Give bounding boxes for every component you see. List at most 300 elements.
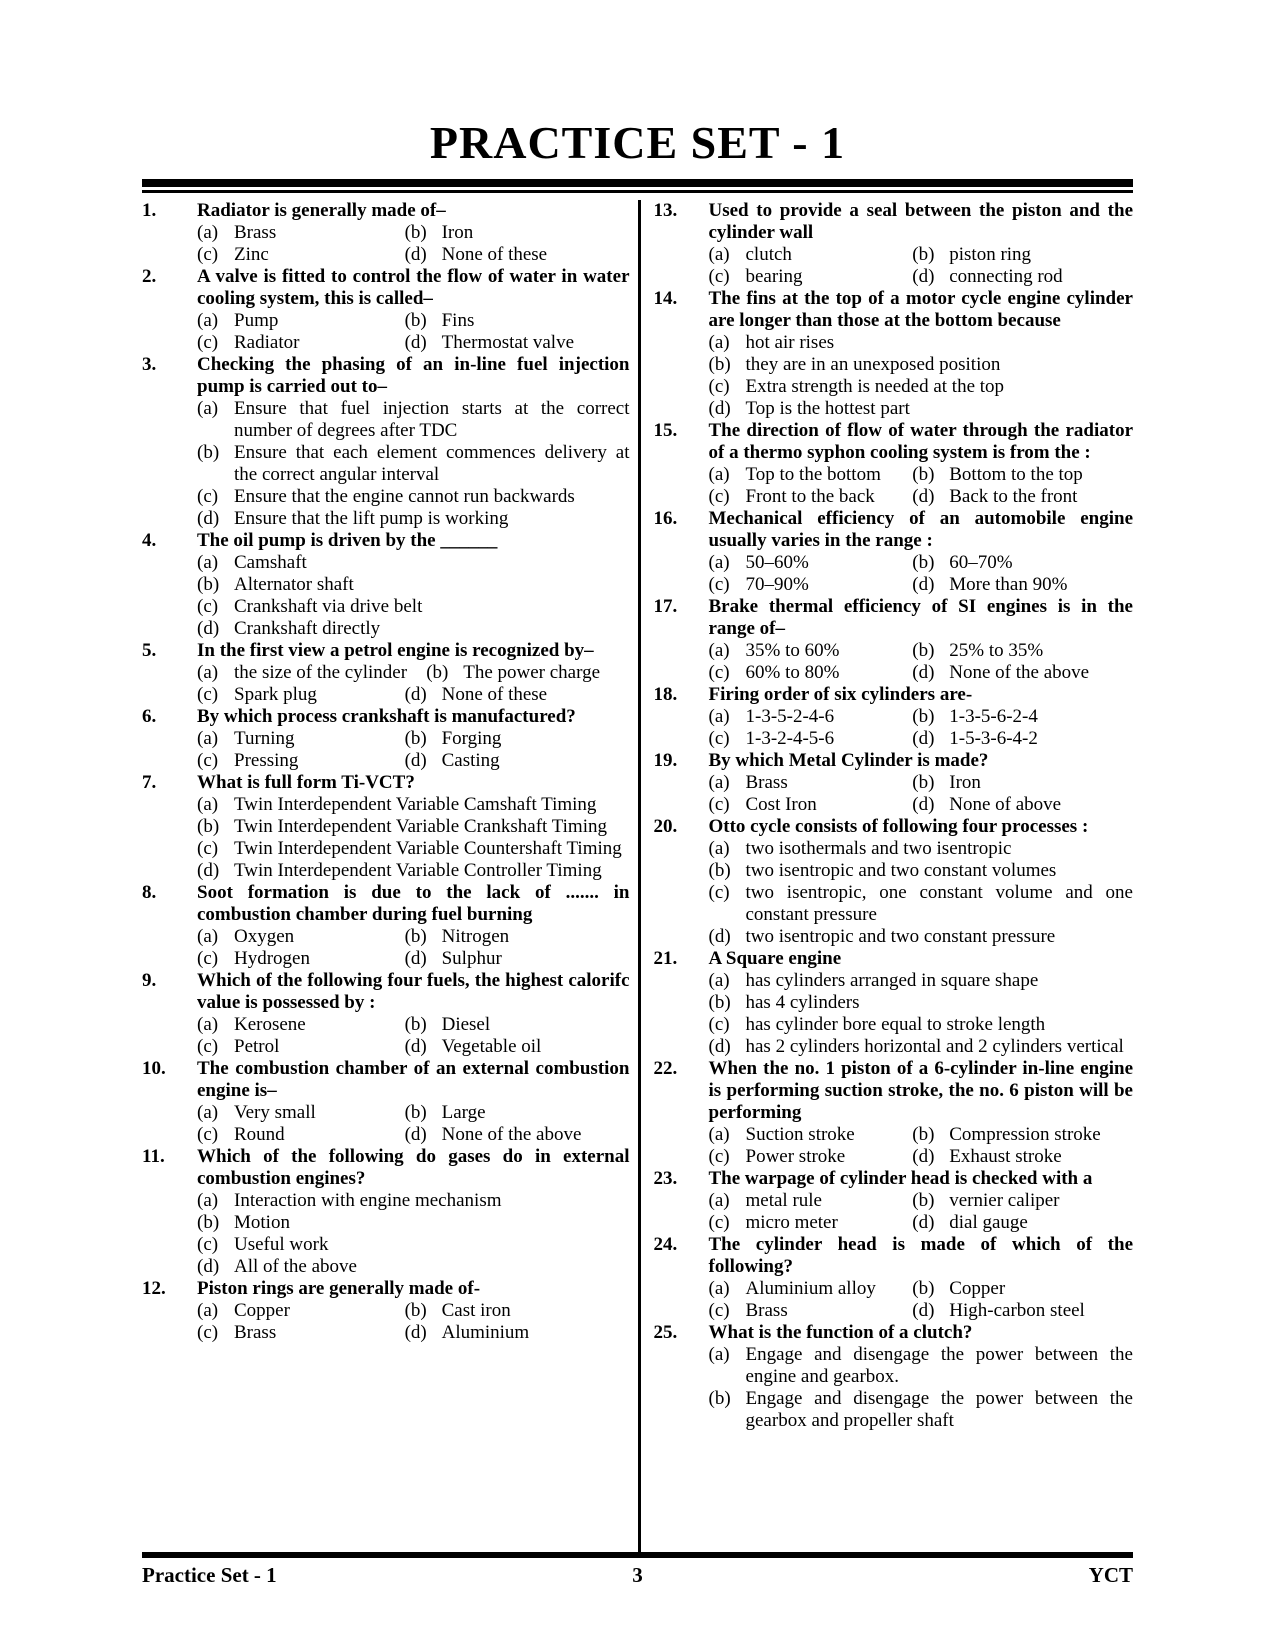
option	[709, 1212, 913, 1234]
option	[709, 1300, 913, 1322]
option-text: Sulphur	[441, 947, 502, 969]
option	[197, 1102, 405, 1124]
question-text: Soot formation is due to the lack of ....... in combustion chamber during fuel burning	[197, 881, 630, 925]
option	[405, 1036, 630, 1058]
option-label: (d)	[404, 947, 427, 969]
option-text: High-carbon steel	[949, 1299, 1085, 1321]
option-label: (d)	[197, 617, 220, 639]
question-body	[197, 1058, 630, 1146]
question-body	[197, 1146, 630, 1278]
option-label: (a)	[708, 463, 730, 485]
option-row	[197, 552, 630, 574]
question	[654, 596, 1134, 684]
option-text: Turning	[234, 727, 295, 749]
option	[197, 1300, 405, 1322]
option-label: (c)	[708, 793, 730, 815]
question	[142, 354, 630, 530]
option-label: (b)	[912, 639, 935, 661]
option-text: Useful work	[234, 1233, 329, 1255]
option-label: (d)	[404, 1123, 427, 1145]
question-body	[709, 596, 1134, 684]
option-label: (c)	[197, 683, 219, 705]
option-text: Bottom to the top	[949, 463, 1083, 485]
option-label: (d)	[197, 1255, 220, 1277]
option-label: (c)	[708, 485, 730, 507]
option-row	[709, 244, 1134, 266]
question-body	[709, 816, 1134, 948]
question-text: The direction of flow of water through the radiator of a thermo syphon cooling system is from the :	[708, 419, 1133, 463]
question-body	[197, 200, 630, 266]
option	[709, 860, 1134, 882]
option	[912, 640, 1133, 662]
question-number: 4.	[142, 529, 157, 551]
option-row	[709, 1124, 1134, 1146]
option-row	[197, 508, 630, 530]
option-text: Ensure that each element commences delivery at the correct angular interval	[234, 441, 630, 485]
question	[654, 1168, 1134, 1234]
question-body	[709, 420, 1134, 508]
question-text: Which of the following do gases do in external combustion engines?	[197, 1145, 630, 1189]
option-row	[197, 728, 630, 750]
option-row	[709, 354, 1134, 376]
question-number: 14.	[653, 287, 678, 309]
question-body	[709, 1322, 1134, 1432]
option-label: (d)	[912, 661, 935, 683]
option-label: (d)	[404, 1035, 427, 1057]
question	[654, 200, 1134, 288]
option-label: (b)	[912, 243, 935, 265]
page-title: PRACTICE SET - 1	[429, 117, 846, 168]
option	[709, 794, 913, 816]
option-label: (a)	[708, 1189, 730, 1211]
option-row	[197, 662, 630, 684]
option-row	[197, 1212, 630, 1234]
option	[197, 442, 630, 486]
option-text: micro meter	[745, 1211, 838, 1233]
option-label: (a)	[197, 309, 219, 331]
option-label: (d)	[197, 507, 220, 529]
option-row	[197, 1036, 630, 1058]
question-text: Firing order of six cylinders are-	[708, 683, 973, 705]
option	[709, 838, 1134, 860]
option-label: (c)	[708, 1299, 730, 1321]
option-label: (b)	[912, 551, 935, 573]
option-label: (a)	[197, 793, 219, 815]
option-row	[197, 442, 630, 486]
option-text: Engage and disengage the power between the gearbox and propeller shaft	[745, 1387, 1133, 1431]
option-label: (c)	[197, 947, 219, 969]
option	[197, 860, 630, 882]
option-label: (c)	[197, 1123, 219, 1145]
option-text: piston ring	[949, 243, 1032, 265]
question-body	[709, 1058, 1134, 1168]
question	[142, 200, 630, 266]
option-label: (b)	[708, 1387, 731, 1409]
question-text: Mechanical efficiency of an automobile engine usually varies in the range :	[708, 507, 1133, 551]
option-row	[197, 838, 630, 860]
question-body	[709, 684, 1134, 750]
option-text: Brass	[745, 771, 788, 793]
option	[197, 486, 630, 508]
option	[912, 1146, 1133, 1168]
option-text: Iron	[441, 221, 474, 243]
option-row	[197, 618, 630, 640]
option-label: (b)	[708, 991, 731, 1013]
option	[405, 728, 630, 750]
option	[197, 596, 630, 618]
option	[912, 662, 1133, 684]
question-text: Which of the following four fuels, the highest calorifc value is possessed by :	[197, 969, 630, 1013]
option-text: 60% to 80%	[745, 661, 840, 683]
question-number: 24.	[653, 1233, 678, 1255]
option-row	[709, 398, 1134, 420]
option-label: (a)	[708, 705, 730, 727]
option-text: Iron	[949, 771, 981, 793]
option-text: two isothermals and two isentropic	[745, 837, 1012, 859]
question-number: 9.	[142, 969, 157, 991]
option-text: Copper	[949, 1277, 1006, 1299]
option-text: Brass	[745, 1299, 788, 1321]
option-label: (b)	[708, 353, 731, 375]
question-text: Brake thermal efficiency of SI engines is in the range of–	[708, 595, 1133, 639]
option	[197, 398, 630, 442]
question-body	[197, 354, 630, 530]
option-text: All of the above	[234, 1255, 357, 1277]
option-label: (d)	[912, 1145, 935, 1167]
option-row	[197, 1014, 630, 1036]
question	[654, 684, 1134, 750]
option	[405, 684, 630, 706]
option-text: dial gauge	[949, 1211, 1028, 1233]
option-row	[709, 1146, 1134, 1168]
question-number: 6.	[142, 705, 157, 727]
option-label: (b)	[708, 859, 731, 881]
option-row	[197, 486, 630, 508]
option	[709, 1146, 913, 1168]
option	[912, 1124, 1133, 1146]
question-number: 18.	[653, 683, 678, 705]
question-text: What is the function of a clutch?	[708, 1321, 973, 1343]
question-text: The combustion chamber of an external combustion engine is–	[197, 1057, 630, 1101]
option	[912, 728, 1133, 750]
option-row	[197, 684, 630, 706]
option-label: (b)	[404, 1101, 427, 1123]
option	[709, 332, 1134, 354]
question-number: 22.	[653, 1057, 678, 1079]
option-label: (c)	[708, 573, 730, 595]
option-text: Crankshaft directly	[234, 617, 381, 639]
footer-publisher-label: YCT	[1088, 1563, 1133, 1587]
option	[709, 552, 913, 574]
option-row	[197, 596, 630, 618]
option-label: (b)	[912, 1123, 935, 1145]
option	[197, 662, 426, 684]
option-label: (c)	[197, 331, 219, 353]
option-row	[197, 794, 630, 816]
question-number: 17.	[653, 595, 678, 617]
option-text: vernier caliper	[949, 1189, 1060, 1211]
option	[709, 398, 1134, 420]
question	[654, 1322, 1134, 1432]
option-label: (b)	[404, 309, 427, 331]
option-label: (c)	[197, 1233, 219, 1255]
option-label: (c)	[708, 1145, 730, 1167]
option-text: 1-3-5-2-4-6	[745, 705, 835, 727]
option	[709, 882, 1134, 926]
option-text: Alternator shaft	[234, 573, 354, 595]
option-label: (b)	[912, 1189, 935, 1211]
option	[197, 750, 405, 772]
option-label: (b)	[197, 573, 220, 595]
question-body	[709, 750, 1134, 816]
option-row	[197, 948, 630, 970]
option	[405, 332, 630, 354]
option-row	[709, 376, 1134, 398]
option-text: they are in an unexposed position	[745, 353, 1001, 375]
question	[142, 882, 630, 970]
option	[405, 244, 630, 266]
option-text: Pump	[234, 309, 279, 331]
question-text: The oil pump is driven by the ______	[197, 529, 498, 551]
option	[912, 794, 1133, 816]
option-text: Radiator	[234, 331, 300, 353]
question-text: Checking the phasing of an in-line fuel injection pump is carried out to–	[197, 353, 630, 397]
option	[197, 1190, 630, 1212]
option-row	[197, 1322, 630, 1344]
option	[197, 1256, 630, 1278]
option	[197, 794, 630, 816]
option	[709, 266, 913, 288]
question-number: 20.	[653, 815, 678, 837]
option-row	[709, 266, 1134, 288]
question-body	[197, 706, 630, 772]
option-label: (d)	[912, 1299, 935, 1321]
option-label: (c)	[197, 243, 219, 265]
option-row	[709, 926, 1134, 948]
question-body	[709, 508, 1134, 596]
question-number: 21.	[653, 947, 678, 969]
option	[405, 310, 630, 332]
option	[197, 838, 630, 860]
option	[197, 926, 405, 948]
option-label: (a)	[708, 243, 730, 265]
option	[197, 1234, 630, 1256]
question-body	[197, 640, 630, 706]
question	[654, 750, 1134, 816]
option	[197, 1212, 630, 1234]
option	[709, 354, 1134, 376]
question	[654, 508, 1134, 596]
question-text: The warpage of cylinder head is checked with a	[708, 1167, 1093, 1189]
option-row	[197, 574, 630, 596]
option-label: (a)	[708, 1343, 730, 1365]
question	[142, 1278, 630, 1344]
option	[912, 1300, 1133, 1322]
question	[142, 1146, 630, 1278]
option-row	[709, 882, 1134, 926]
option-row	[709, 970, 1134, 992]
question-number: 3.	[142, 353, 157, 375]
option	[405, 948, 630, 970]
option	[197, 552, 630, 574]
question-number: 7.	[142, 771, 157, 793]
option-text: Ensure that the engine cannot run backwards	[234, 485, 575, 507]
option-text: 35% to 60%	[745, 639, 840, 661]
option-row	[709, 1278, 1134, 1300]
option-row	[709, 1190, 1134, 1212]
option-label: (b)	[404, 1013, 427, 1035]
option-label: (a)	[197, 925, 219, 947]
option-text: Casting	[441, 749, 500, 771]
option-row	[197, 750, 630, 772]
question-number: 23.	[653, 1167, 678, 1189]
option-row	[709, 552, 1134, 574]
title-rule-thick	[142, 179, 1133, 187]
question-number: 12.	[142, 1277, 166, 1299]
question	[142, 530, 630, 640]
option-label: (b)	[426, 661, 449, 683]
option	[405, 1124, 630, 1146]
option-label: (c)	[708, 1211, 730, 1233]
option-text: hot air rises	[745, 331, 835, 353]
option-label: (d)	[708, 925, 731, 947]
option	[709, 1388, 1134, 1432]
option-label: (a)	[197, 397, 219, 419]
option-text: Ensure that fuel injection starts at the correct number of degrees after TDC	[234, 397, 630, 441]
option	[709, 376, 1134, 398]
option-text: bearing	[745, 265, 803, 287]
option-row	[197, 860, 630, 882]
option	[912, 244, 1133, 266]
option-row	[709, 794, 1134, 816]
option-text: Copper	[234, 1299, 290, 1321]
option-text: Spark plug	[234, 683, 317, 705]
option-label: (b)	[404, 727, 427, 749]
question	[142, 772, 630, 882]
option-text: 50–60%	[745, 551, 809, 573]
question-body	[709, 288, 1134, 420]
option-text: Brass	[234, 1321, 277, 1343]
option-text: 1-3-5-6-2-4	[949, 705, 1038, 727]
page-footer	[142, 1558, 1133, 1588]
option	[405, 1300, 630, 1322]
question-number: 15.	[653, 419, 678, 441]
option-row	[709, 728, 1134, 750]
option-row	[197, 222, 630, 244]
option	[197, 244, 405, 266]
option	[912, 1190, 1133, 1212]
option-text: Large	[441, 1101, 486, 1123]
option	[197, 332, 405, 354]
option-text: Interaction with engine mechanism	[234, 1189, 502, 1211]
option-label: (b)	[197, 441, 220, 463]
option-label: (d)	[404, 683, 427, 705]
option-text: Hydrogen	[234, 947, 310, 969]
title-rule-thin	[142, 190, 1133, 193]
question	[142, 1058, 630, 1146]
option	[709, 1014, 1134, 1036]
option	[709, 926, 1134, 948]
option-text: Ensure that the lift pump is working	[234, 507, 509, 529]
question-text: A Square engine	[708, 947, 842, 969]
question	[654, 948, 1134, 1058]
option-row	[197, 1124, 630, 1146]
option-label: (a)	[708, 331, 730, 353]
option-row	[709, 662, 1134, 684]
option-text: has cylinder bore equal to stroke length	[745, 1013, 1046, 1035]
option-row	[197, 332, 630, 354]
option-text: None of above	[949, 793, 1062, 815]
option-text: Very small	[234, 1101, 316, 1123]
option-text: Engage and disengage the power between the engine and gearbox.	[745, 1343, 1133, 1387]
option-label: (b)	[197, 1211, 220, 1233]
question-text: What is full form Ti-VCT?	[197, 771, 415, 793]
question-number: 19.	[653, 749, 678, 771]
option	[197, 1036, 405, 1058]
question-number: 16.	[653, 507, 678, 529]
option	[197, 222, 405, 244]
option-label: (a)	[197, 1299, 219, 1321]
question-number: 8.	[142, 881, 157, 903]
question-text: Piston rings are generally made of-	[197, 1277, 481, 1299]
option-label: (b)	[912, 705, 935, 727]
option-row	[197, 1256, 630, 1278]
option	[709, 662, 913, 684]
option-text: Vegetable oil	[441, 1035, 542, 1057]
option-text: Cast iron	[441, 1299, 511, 1321]
option-text: None of the above	[441, 1123, 582, 1145]
option-label: (c)	[708, 1013, 730, 1035]
option	[197, 508, 630, 530]
option	[709, 1344, 1134, 1388]
question	[654, 816, 1134, 948]
option-text: has cylinders arranged in square shape	[745, 969, 1039, 991]
footer-page-number: 3	[632, 1563, 643, 1587]
option-text: Extra strength is needed at the top	[745, 375, 1005, 397]
option-text: None of these	[441, 683, 548, 705]
option-text: Compression stroke	[949, 1123, 1101, 1145]
option-row	[709, 486, 1134, 508]
option-text: Back to the front	[949, 485, 1078, 507]
option-label: (d)	[912, 727, 935, 749]
option-text: Twin Interdependent Variable Camshaft Timing	[234, 793, 597, 815]
question	[654, 1058, 1134, 1168]
option-row	[709, 464, 1134, 486]
option-row	[197, 1234, 630, 1256]
option-row	[709, 1300, 1134, 1322]
option-label: (d)	[404, 243, 427, 265]
option	[405, 1014, 630, 1036]
option-text: Twin Interdependent Variable Crankshaft Timing	[234, 815, 607, 837]
option-text: two isentropic and two constant volumes	[745, 859, 1057, 881]
option-label: (c)	[197, 1321, 219, 1343]
option-text: More than 90%	[949, 573, 1068, 595]
option-text: 1-3-2-4-5-6	[745, 727, 835, 749]
option-label: (c)	[708, 265, 730, 287]
option-text: Brass	[234, 221, 277, 243]
option-row	[709, 838, 1134, 860]
option	[405, 222, 630, 244]
question-body	[709, 948, 1134, 1058]
option-text: Fins	[441, 309, 475, 331]
option	[405, 1102, 630, 1124]
question-number: 11.	[142, 1145, 165, 1167]
question-body	[197, 882, 630, 970]
option-label: (a)	[708, 771, 730, 793]
question-body	[197, 1278, 630, 1344]
left-column	[142, 200, 638, 1552]
option	[197, 816, 630, 838]
